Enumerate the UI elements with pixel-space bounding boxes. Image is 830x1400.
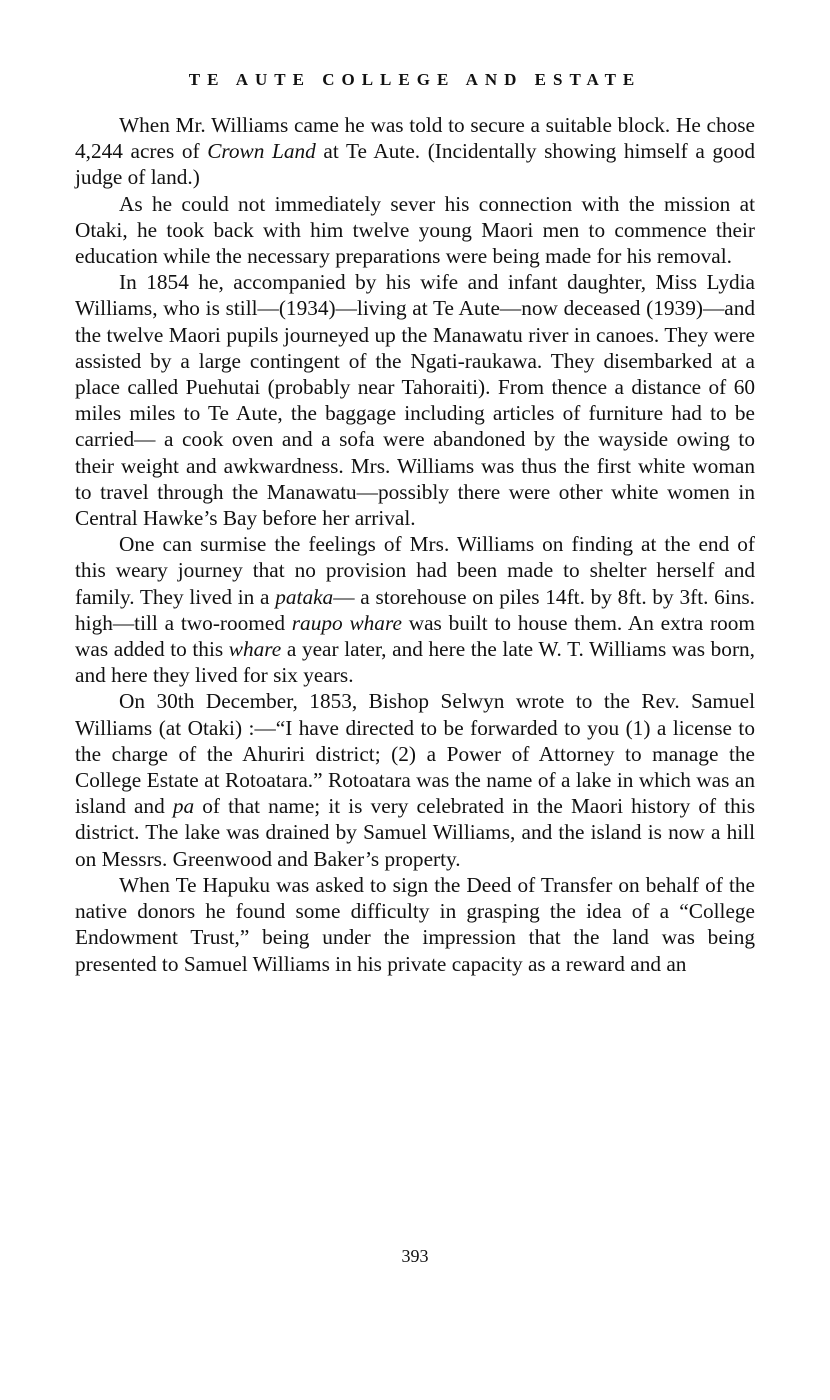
- paragraph-6: When Te Hapuku was asked to sign the Deed of Transfer on behalf of the native donors he found some difficulty in grasping the idea of a “College Endowment Trust,” being under the impression that the land was being presented to Samuel Williams in his private capacity as a reward and an: [75, 872, 755, 976]
- paragraph-2: As he could not immediately sever his connection with the mission at Otaki, he took back with him twelve young Maori men to commence their education while the necessary preparations were being made for his removal.: [75, 191, 755, 269]
- italic-term-whare: whare: [228, 637, 282, 662]
- italic-term-pataka: pataka: [275, 584, 334, 609]
- italic-term-pa: pa: [172, 794, 195, 819]
- body-text: [75, 112, 755, 977]
- page-number: 393: [401, 1246, 429, 1266]
- paragraph-3: In 1854 he, accompanied by his wife and infant daughter, Miss Lydia Williams, who is still—(1934)—living at Te Aute—now deceased (1939)—and the twelve Maori pupils journeyed up the Manawatu river in canoes. They were assisted by a large contingent of the Ngati-raukawa. They disembarked at a place called Puehutai (probably near Tahoraiti). From thence a distance of 60 miles miles to Te Aute, the baggage including articles of furniture had to be carried— a cook oven and a sofa were abandoned by the wayside owing to their weight and awkwardness. Mrs. Williams was thus the first white woman to travel through the Manawatu—possibly there were other white women in Central Hawke’s Bay before her arrival.: [75, 270, 755, 531]
- running-head: TE AUTE COLLEGE AND ESTATE: [188, 70, 642, 89]
- italic-term-crown-land: Crown Land: [207, 139, 316, 164]
- paragraph-4: One can surmise the feelings of Mrs. Williams on finding at the end of this weary journey that no provision had been made to shelter herself and family. They lived in a pataka— a storehouse on piles 14ft. by 8ft. by 3ft. 6ins. high—till a two-roomed raupo whare was built to house them. An extra room was added to this whare a year later, and here the late W. T. Williams was born, and here they lived for six years.: [75, 532, 756, 688]
- paragraph-1: When Mr. Williams came he was told to secure a suitable block. He chose 4,244 acres of Crown Land at Te Aute. (Incidentally showing himself a good judge of land.): [75, 113, 755, 190]
- paragraph-5: On 30th December, 1853, Bishop Selwyn wrote to the Rev. Samuel Williams (at Otaki) :—“I have directed to be forwarded to you (1) a license to the charge of the Ahuriri district; (2) a Power of Attorney to manage the College Estate at Rotoatara.” Rotoatara was the name of a lake in which was an island and pa of that name; it is very celebrated in the Maori history of this district. The lake was drained by Samuel Williams, and the island is now a hill on Messrs. Greenwood and Baker’s property.: [75, 689, 755, 871]
- italic-term-raupo-whare: raupo whare: [291, 610, 402, 635]
